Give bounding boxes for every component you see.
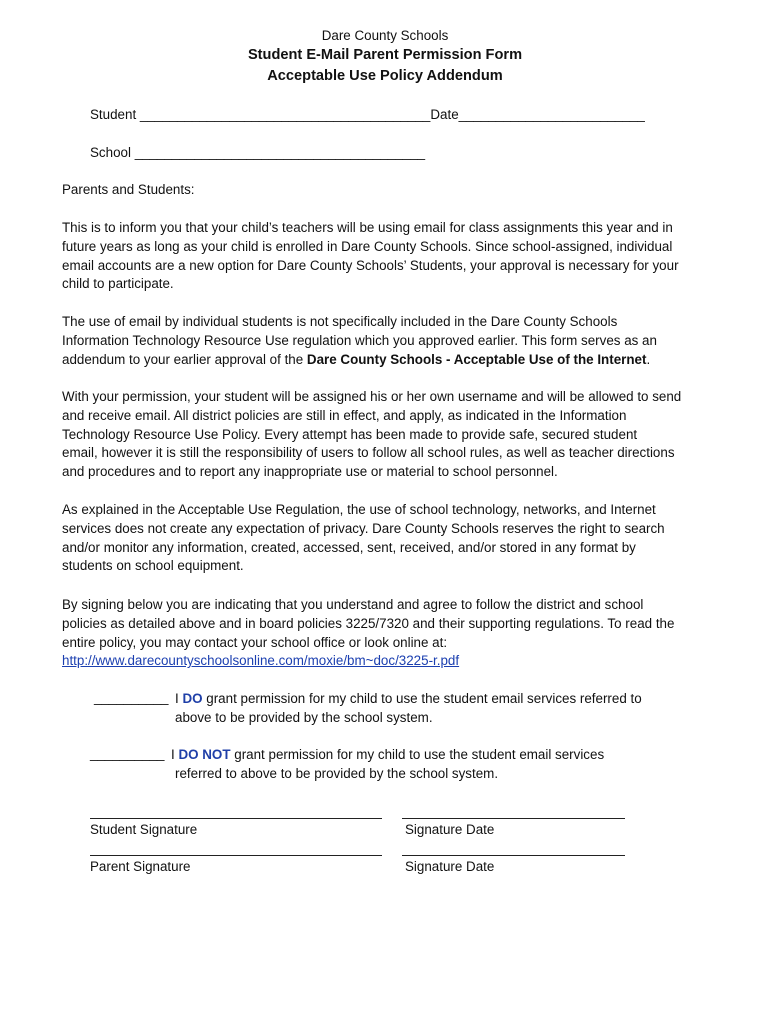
paragraph-line: services does not create any expectation of privacy. Dare County Schools reserves the right to search <box>62 520 665 536</box>
greeting: Parents and Students: <box>62 182 195 197</box>
option-prefix: I <box>175 691 183 706</box>
paragraph-line: future years as long as your child is enrolled in Dare County Schools. Since school-assigned, individual <box>62 238 673 254</box>
date-label: Date <box>430 107 459 122</box>
policy-link[interactable]: http://www.darecountyschoolsonline.com/moxie/bm~doc/3225-r.pdf <box>62 653 460 669</box>
paragraph-intro <box>62 219 712 294</box>
date-blank[interactable]: _________________________ <box>458 107 645 122</box>
option-do-blank[interactable]: __________ <box>94 690 169 705</box>
option-text: grant permission for my child to use the student email services referred to <box>202 691 642 706</box>
form-subtitle: Acceptable Use Policy Addendum <box>267 68 503 84</box>
option-do-not-line2: referred to above to be provided by the school system. <box>175 765 499 781</box>
paragraph-line <box>62 351 712 370</box>
student-signature-label: Student Signature <box>90 822 198 837</box>
paragraph-line: and receive email. All district policies are still in effect, and apply, as indicated in the Information <box>62 407 627 423</box>
paragraph-line: This is to inform you that your child’s teachers will be using email for class assignments this year and in <box>62 220 673 235</box>
parent-signature-label: Parent Signature <box>90 859 191 874</box>
paragraph-text: . <box>646 351 651 367</box>
option-do-line2: above to be provided by the school system. <box>175 709 433 725</box>
paragraph-line: and procedures and to report any inappropriate use or material to school personnel. <box>62 464 558 480</box>
paragraph-line: email accounts are a new option for Dare County Schools’ Students, your approval is necessary for your <box>62 257 679 273</box>
paragraph-line: Technology Resource Use Policy. Every attempt has been made to provide safe, secured student <box>62 426 638 442</box>
student-date-line[interactable] <box>402 818 625 819</box>
school-blank[interactable]: _______________________________________ <box>134 145 426 160</box>
student-signature-line[interactable] <box>90 818 382 819</box>
paragraph-text: addendum to your earlier approval of the <box>62 351 307 367</box>
paragraph-line: policies as detailed above and in board policies 3225/7320 and their supporting regulations. To read the <box>62 615 675 631</box>
form-title: Student E-Mail Parent Permission Form <box>247 47 523 63</box>
paragraph-agreement <box>62 596 712 671</box>
paragraph-line: Information Technology Resource Use regulation which you approved earlier. This form serves as an <box>62 332 657 348</box>
paragraph-policy <box>62 313 712 369</box>
paragraph-line: By signing below you are indicating that you understand and agree to follow the district and school <box>62 597 644 612</box>
paragraph-line: As explained in the Acceptable Use Regulation, the use of school technology, networks, and Internet <box>62 502 656 517</box>
option-prefix: I <box>171 747 179 762</box>
option-do-not <box>171 746 604 784</box>
paragraph-line: child to participate. <box>62 276 174 292</box>
option-do-not-line1 <box>171 746 604 765</box>
student-signature-date-label: Signature Date <box>405 822 495 837</box>
option-do-not-blank[interactable]: __________ <box>90 746 165 761</box>
parent-signature-line[interactable] <box>90 855 382 856</box>
paragraph-line: and/or monitor any information, created, accessed, sent, received, and/or stored in any format by <box>62 539 636 555</box>
option-do-line1 <box>175 690 642 709</box>
student-blank[interactable]: _______________________________________ <box>139 107 431 122</box>
district-name: Dare County Schools <box>321 28 449 43</box>
policy-name: Dare County Schools - Acceptable Use of the Internet <box>306 351 647 367</box>
paragraph-line: With your permission, your student will be assigned his or her own username and will be allowed to send <box>62 389 682 404</box>
paragraph-line: entire policy, you may contact your school office or look online at: <box>62 634 448 650</box>
paragraph-line: The use of email by individual students is not specifically included in the Dare County Schools <box>62 314 618 329</box>
student-label: Student <box>90 107 137 122</box>
option-text: grant permission for my child to use the student email services <box>230 747 605 762</box>
school-label: School <box>90 145 131 160</box>
paragraph-privacy <box>62 501 712 576</box>
paragraph-permission <box>62 388 712 482</box>
school-field[interactable] <box>90 145 425 160</box>
parent-signature-date-label: Signature Date <box>405 859 495 874</box>
paragraph-line: students on school equipment. <box>62 558 244 574</box>
do-emphasis: DO <box>182 691 203 706</box>
paragraph-line: email, however it is still the responsibility of users to follow all school rules, as well as teacher directions <box>62 445 675 461</box>
do-not-emphasis: DO NOT <box>178 747 231 762</box>
parent-date-line[interactable] <box>402 855 625 856</box>
option-do <box>175 690 642 728</box>
student-field[interactable] <box>90 107 645 122</box>
